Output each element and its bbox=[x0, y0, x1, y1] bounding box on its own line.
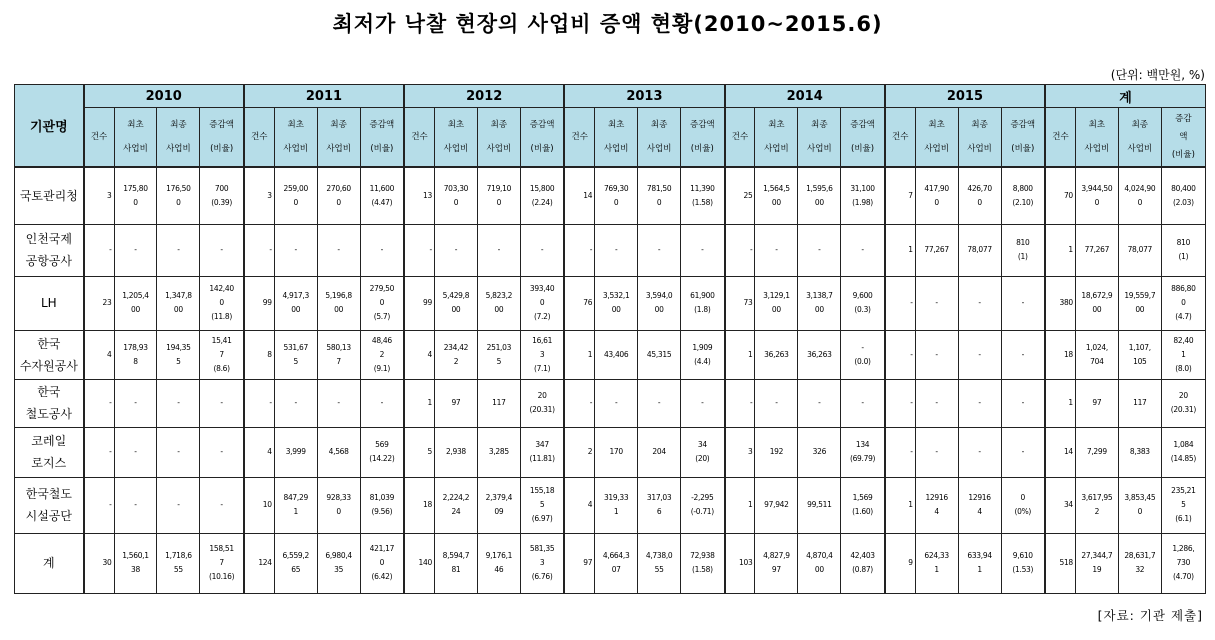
cost-cell: 178,93 8 bbox=[114, 330, 157, 379]
cost-cell: 8,594,7 81 bbox=[434, 533, 477, 593]
year-header: 2013 bbox=[564, 85, 724, 108]
column-header: 최초 사업비 bbox=[915, 108, 958, 168]
change-cell: 1,286, 730 (4.70) bbox=[1161, 533, 1205, 593]
cost-cell: 8,383 bbox=[1118, 427, 1161, 477]
cost-cell: 3,285 bbox=[477, 427, 520, 477]
cost-cell: - bbox=[274, 379, 317, 427]
count-cell: - bbox=[885, 379, 915, 427]
org-name: 한국 수자원공사 bbox=[15, 330, 84, 379]
cost-cell: 3,129,1 00 bbox=[755, 276, 798, 330]
cost-cell: 928,33 0 bbox=[317, 477, 360, 533]
count-cell: 99 bbox=[244, 276, 274, 330]
cost-cell: - bbox=[915, 276, 958, 330]
count-cell: 9 bbox=[885, 533, 915, 593]
cost-cell: 77,267 bbox=[1075, 224, 1118, 276]
cost-cell: - bbox=[595, 379, 638, 427]
change-cell: - (0.0) bbox=[841, 330, 885, 379]
change-cell: 8,800 (2.10) bbox=[1001, 167, 1045, 224]
table-row bbox=[15, 330, 1206, 379]
cost-cell: 2,938 bbox=[434, 427, 477, 477]
count-cell: - bbox=[564, 379, 594, 427]
org-name: 인천국제 공항공사 bbox=[15, 224, 84, 276]
cost-cell: 78,077 bbox=[958, 224, 1001, 276]
count-cell: 30 bbox=[84, 533, 114, 593]
cost-cell: - bbox=[114, 427, 157, 477]
cost-cell: 204 bbox=[638, 427, 681, 477]
count-cell: 124 bbox=[244, 533, 274, 593]
cost-cell: 1,595,6 00 bbox=[798, 167, 841, 224]
year-header: 2010 bbox=[84, 85, 244, 108]
cost-cell: - bbox=[114, 224, 157, 276]
year-header: 2011 bbox=[244, 85, 404, 108]
change-cell: - bbox=[360, 224, 404, 276]
count-cell: 1 bbox=[725, 477, 755, 533]
change-cell: - bbox=[200, 379, 244, 427]
cost-cell: 117 bbox=[477, 379, 520, 427]
cost-cell: 3,944,50 0 bbox=[1075, 167, 1118, 224]
change-cell: - bbox=[520, 224, 564, 276]
count-cell: 380 bbox=[1045, 276, 1075, 330]
cost-cell: 5,823,2 00 bbox=[477, 276, 520, 330]
cost-cell: 4,024,90 0 bbox=[1118, 167, 1161, 224]
cost-cell: 3,594,0 00 bbox=[638, 276, 681, 330]
change-cell: 72,938 (1.58) bbox=[681, 533, 725, 593]
column-header: 증감액 (비율) bbox=[200, 108, 244, 168]
count-cell: 76 bbox=[564, 276, 594, 330]
change-cell: - bbox=[1001, 379, 1045, 427]
cost-cell: - bbox=[114, 379, 157, 427]
count-cell: - bbox=[244, 224, 274, 276]
change-cell: 421,17 0 (6.42) bbox=[360, 533, 404, 593]
cost-cell: 769,30 0 bbox=[595, 167, 638, 224]
cost-cell: 3,532,1 00 bbox=[595, 276, 638, 330]
table-row bbox=[15, 167, 1206, 224]
column-header: 건수 bbox=[564, 108, 594, 168]
cost-cell: 176,50 0 bbox=[157, 167, 200, 224]
cost-cell: 18,672,9 00 bbox=[1075, 276, 1118, 330]
column-header: 최종 사업비 bbox=[1118, 108, 1161, 168]
unit-note: (단위: 백만원, %) bbox=[1110, 68, 1205, 82]
cost-cell: - bbox=[798, 224, 841, 276]
cost-cell: - bbox=[157, 224, 200, 276]
cost-cell: 4,664,3 07 bbox=[595, 533, 638, 593]
cost-cell: - bbox=[638, 224, 681, 276]
change-cell: - bbox=[360, 379, 404, 427]
change-cell: - bbox=[681, 224, 725, 276]
count-cell: 10 bbox=[244, 477, 274, 533]
org-header: 기관명 bbox=[15, 85, 84, 168]
count-cell: 2 bbox=[564, 427, 594, 477]
change-cell: - bbox=[200, 224, 244, 276]
change-cell: 34 (20) bbox=[681, 427, 725, 477]
cost-cell: - bbox=[317, 379, 360, 427]
change-cell: 155,18 5 (6.97) bbox=[520, 477, 564, 533]
count-cell: 23 bbox=[84, 276, 114, 330]
count-cell: 13 bbox=[404, 167, 434, 224]
cost-cell: 319,33 1 bbox=[595, 477, 638, 533]
cost-cell: 1,205,4 00 bbox=[114, 276, 157, 330]
cost-cell: - bbox=[958, 330, 1001, 379]
cost-cell: - bbox=[638, 379, 681, 427]
cost-cell: - bbox=[114, 477, 157, 533]
cost-cell: 1,024, 704 bbox=[1075, 330, 1118, 379]
change-cell: 31,100 (1.98) bbox=[841, 167, 885, 224]
count-cell: 14 bbox=[564, 167, 594, 224]
column-header: 최종 사업비 bbox=[798, 108, 841, 168]
column-header: 최초 사업비 bbox=[274, 108, 317, 168]
change-cell: 886,80 0 (4.7) bbox=[1161, 276, 1205, 330]
change-cell: 11,600 (4.47) bbox=[360, 167, 404, 224]
count-cell: 8 bbox=[244, 330, 274, 379]
year-header: 2012 bbox=[404, 85, 564, 108]
count-cell: 14 bbox=[1045, 427, 1075, 477]
cost-cell: 99,511 bbox=[798, 477, 841, 533]
cost-cell: - bbox=[915, 427, 958, 477]
cost-increase-table bbox=[14, 84, 1206, 594]
cost-cell: 3,853,45 0 bbox=[1118, 477, 1161, 533]
change-cell: 1,909 (4.4) bbox=[681, 330, 725, 379]
change-cell: 393,40 0 (7.2) bbox=[520, 276, 564, 330]
cost-cell: 78,077 bbox=[1118, 224, 1161, 276]
cost-cell: 1,718,6 55 bbox=[157, 533, 200, 593]
change-cell: 15,41 7 (8.6) bbox=[200, 330, 244, 379]
cost-cell: 5,196,8 00 bbox=[317, 276, 360, 330]
change-cell: 48,46 2 (9.1) bbox=[360, 330, 404, 379]
count-cell: 5 bbox=[404, 427, 434, 477]
count-cell: 4 bbox=[244, 427, 274, 477]
cost-cell: 719,10 0 bbox=[477, 167, 520, 224]
cost-cell: 847,29 1 bbox=[274, 477, 317, 533]
cost-cell: 1,107, 105 bbox=[1118, 330, 1161, 379]
cost-cell: 270,60 0 bbox=[317, 167, 360, 224]
count-cell: 4 bbox=[84, 330, 114, 379]
column-header: 최종 사업비 bbox=[477, 108, 520, 168]
cost-cell: - bbox=[157, 427, 200, 477]
change-cell: 700 (0.39) bbox=[200, 167, 244, 224]
cost-cell: - bbox=[274, 224, 317, 276]
change-cell: - bbox=[841, 224, 885, 276]
org-name: 국토관리청 bbox=[15, 167, 84, 224]
year-header: 계 bbox=[1045, 85, 1205, 108]
cost-cell: 317,03 6 bbox=[638, 477, 681, 533]
change-cell: 20 (20.31) bbox=[520, 379, 564, 427]
cost-cell: - bbox=[434, 224, 477, 276]
count-cell: 25 bbox=[725, 167, 755, 224]
change-cell: 9,600 (0.3) bbox=[841, 276, 885, 330]
cost-cell: - bbox=[915, 379, 958, 427]
column-header: 최초 사업비 bbox=[595, 108, 638, 168]
count-cell: 73 bbox=[725, 276, 755, 330]
table-row bbox=[15, 276, 1206, 330]
change-cell: 81,039 (9.56) bbox=[360, 477, 404, 533]
cost-cell: 36,263 bbox=[798, 330, 841, 379]
cost-cell: 170 bbox=[595, 427, 638, 477]
cost-cell: 45,315 bbox=[638, 330, 681, 379]
cost-cell: 4,738,0 55 bbox=[638, 533, 681, 593]
year-header: 2014 bbox=[725, 85, 885, 108]
count-cell: - bbox=[84, 477, 114, 533]
change-cell: 11,390 (1.58) bbox=[681, 167, 725, 224]
column-header: 건수 bbox=[885, 108, 915, 168]
column-header: 최종 사업비 bbox=[638, 108, 681, 168]
column-header: 증감액 (비율) bbox=[360, 108, 404, 168]
cost-cell: 194,35 5 bbox=[157, 330, 200, 379]
org-name: 계 bbox=[15, 533, 84, 593]
cost-cell: 633,94 1 bbox=[958, 533, 1001, 593]
cost-cell: 426,70 0 bbox=[958, 167, 1001, 224]
change-cell: - bbox=[1001, 427, 1045, 477]
column-header: 최초 사업비 bbox=[434, 108, 477, 168]
change-cell: 279,50 0 (5.7) bbox=[360, 276, 404, 330]
cost-cell: - bbox=[595, 224, 638, 276]
org-name: LH bbox=[15, 276, 84, 330]
cost-cell: - bbox=[755, 379, 798, 427]
change-cell: 61,900 (1.8) bbox=[681, 276, 725, 330]
count-cell: 1 bbox=[404, 379, 434, 427]
count-cell: 518 bbox=[1045, 533, 1075, 593]
cost-cell: 2,379,4 09 bbox=[477, 477, 520, 533]
cost-cell: - bbox=[958, 379, 1001, 427]
count-cell: 99 bbox=[404, 276, 434, 330]
column-header: 최종 사업비 bbox=[958, 108, 1001, 168]
cost-cell: 7,299 bbox=[1075, 427, 1118, 477]
change-cell: 347 (11.81) bbox=[520, 427, 564, 477]
column-header: 증감액 (비율) bbox=[841, 108, 885, 168]
cost-cell: 4,870,4 00 bbox=[798, 533, 841, 593]
change-cell: 142,40 0 (11.8) bbox=[200, 276, 244, 330]
count-cell: 1 bbox=[885, 224, 915, 276]
count-cell: - bbox=[725, 224, 755, 276]
column-header: 최초 사업비 bbox=[755, 108, 798, 168]
cost-cell: 27,344,7 19 bbox=[1075, 533, 1118, 593]
column-header: 최초 사업비 bbox=[1075, 108, 1118, 168]
change-cell: - bbox=[1001, 276, 1045, 330]
column-header: 최초 사업비 bbox=[114, 108, 157, 168]
change-cell: -2,295 (-0.71) bbox=[681, 477, 725, 533]
count-cell: - bbox=[244, 379, 274, 427]
column-header: 건수 bbox=[1045, 108, 1075, 168]
cost-cell: 417,90 0 bbox=[915, 167, 958, 224]
count-cell: - bbox=[885, 427, 915, 477]
count-cell: 103 bbox=[725, 533, 755, 593]
org-name: 한국 철도공사 bbox=[15, 379, 84, 427]
cost-cell: 1,347,8 00 bbox=[157, 276, 200, 330]
column-header: 최종 사업비 bbox=[157, 108, 200, 168]
count-cell: 1 bbox=[1045, 224, 1075, 276]
cost-cell: 3,617,95 2 bbox=[1075, 477, 1118, 533]
table-row bbox=[15, 533, 1206, 593]
cost-cell: 234,42 2 bbox=[434, 330, 477, 379]
cost-cell: 192 bbox=[755, 427, 798, 477]
change-cell: 80,400 (2.03) bbox=[1161, 167, 1205, 224]
count-cell: - bbox=[564, 224, 594, 276]
count-cell: 3 bbox=[84, 167, 114, 224]
count-cell: 3 bbox=[244, 167, 274, 224]
cost-cell: 781,50 0 bbox=[638, 167, 681, 224]
cost-cell: 251,03 5 bbox=[477, 330, 520, 379]
change-cell: 810 (1) bbox=[1001, 224, 1045, 276]
cost-cell: 9,176,1 46 bbox=[477, 533, 520, 593]
change-cell: - bbox=[1001, 330, 1045, 379]
count-cell: 18 bbox=[404, 477, 434, 533]
cost-cell: 3,999 bbox=[274, 427, 317, 477]
change-cell: 9,610 (1.53) bbox=[1001, 533, 1045, 593]
cost-cell: 12916 4 bbox=[915, 477, 958, 533]
cost-cell: 703,30 0 bbox=[434, 167, 477, 224]
cost-cell: 175,80 0 bbox=[114, 167, 157, 224]
cost-cell: 2,224,2 24 bbox=[434, 477, 477, 533]
change-cell: 15,800 (2.24) bbox=[520, 167, 564, 224]
cost-cell: 580,13 7 bbox=[317, 330, 360, 379]
count-cell: - bbox=[725, 379, 755, 427]
column-header: 증감 액 (비율) bbox=[1161, 108, 1205, 168]
year-header: 2015 bbox=[885, 85, 1045, 108]
count-cell: - bbox=[404, 224, 434, 276]
change-cell: 42,403 (0.87) bbox=[841, 533, 885, 593]
column-header: 증감액 (비율) bbox=[681, 108, 725, 168]
cost-cell: 1,560,1 38 bbox=[114, 533, 157, 593]
count-cell: - bbox=[885, 276, 915, 330]
count-cell: 3 bbox=[725, 427, 755, 477]
count-cell: - bbox=[84, 379, 114, 427]
column-header: 최종 사업비 bbox=[317, 108, 360, 168]
cost-cell: 4,917,3 00 bbox=[274, 276, 317, 330]
cost-cell: - bbox=[157, 477, 200, 533]
change-cell: - bbox=[841, 379, 885, 427]
count-cell: 70 bbox=[1045, 167, 1075, 224]
count-cell: 34 bbox=[1045, 477, 1075, 533]
org-name: 한국철도 시설공단 bbox=[15, 477, 84, 533]
count-cell: - bbox=[885, 330, 915, 379]
table-row bbox=[15, 379, 1206, 427]
source-note: [자료: 기관 제출] bbox=[1097, 608, 1203, 623]
table-row bbox=[15, 427, 1206, 477]
cost-cell: - bbox=[915, 330, 958, 379]
cost-cell: 4,827,9 97 bbox=[755, 533, 798, 593]
count-cell: 1 bbox=[1045, 379, 1075, 427]
cost-cell: - bbox=[755, 224, 798, 276]
count-cell: - bbox=[84, 427, 114, 477]
cost-cell: 3,138,7 00 bbox=[798, 276, 841, 330]
cost-cell: 77,267 bbox=[915, 224, 958, 276]
change-cell: 1,084 (14.85) bbox=[1161, 427, 1205, 477]
cost-cell: - bbox=[157, 379, 200, 427]
change-cell: 16,61 3 (7.1) bbox=[520, 330, 564, 379]
cost-cell: 97 bbox=[1075, 379, 1118, 427]
table-row bbox=[15, 477, 1206, 533]
count-cell: 140 bbox=[404, 533, 434, 593]
change-cell: 810 (1) bbox=[1161, 224, 1205, 276]
count-cell: 1 bbox=[564, 330, 594, 379]
cost-cell: 6,980,4 35 bbox=[317, 533, 360, 593]
org-name: 코레일 로지스 bbox=[15, 427, 84, 477]
cost-cell: - bbox=[317, 224, 360, 276]
column-header: 증감액 (비율) bbox=[520, 108, 564, 168]
count-cell: 18 bbox=[1045, 330, 1075, 379]
cost-cell: 1,564,5 00 bbox=[755, 167, 798, 224]
page-title: 최저가 낙찰 현장의 사업비 증액 현황(2010~2015.6) bbox=[332, 12, 883, 36]
cost-cell: 36,263 bbox=[755, 330, 798, 379]
cost-cell: 12916 4 bbox=[958, 477, 1001, 533]
cost-cell: 531,67 5 bbox=[274, 330, 317, 379]
cost-cell: 117 bbox=[1118, 379, 1161, 427]
count-cell: 4 bbox=[564, 477, 594, 533]
table-row bbox=[15, 224, 1206, 276]
cost-cell: - bbox=[477, 224, 520, 276]
cost-cell: 97,942 bbox=[755, 477, 798, 533]
count-cell: 1 bbox=[725, 330, 755, 379]
change-cell: 0 (0%) bbox=[1001, 477, 1045, 533]
change-cell: 82,40 1 (8.0) bbox=[1161, 330, 1205, 379]
cost-cell: 326 bbox=[798, 427, 841, 477]
change-cell: 134 (69.79) bbox=[841, 427, 885, 477]
cost-cell: 4,568 bbox=[317, 427, 360, 477]
cost-cell: 6,559,2 65 bbox=[274, 533, 317, 593]
cost-cell: 28,631,7 32 bbox=[1118, 533, 1161, 593]
count-cell: - bbox=[84, 224, 114, 276]
change-cell: 158,51 7 (10.16) bbox=[200, 533, 244, 593]
cost-cell: 259,00 0 bbox=[274, 167, 317, 224]
cost-cell: - bbox=[958, 427, 1001, 477]
cost-cell: 97 bbox=[434, 379, 477, 427]
column-header: 건수 bbox=[404, 108, 434, 168]
column-header: 건수 bbox=[244, 108, 274, 168]
column-header: 건수 bbox=[84, 108, 114, 168]
count-cell: 97 bbox=[564, 533, 594, 593]
change-cell: - bbox=[200, 427, 244, 477]
count-cell: 4 bbox=[404, 330, 434, 379]
cost-cell: 624,33 1 bbox=[915, 533, 958, 593]
change-cell: 235,21 5 (6.1) bbox=[1161, 477, 1205, 533]
cost-cell: 19,559,7 00 bbox=[1118, 276, 1161, 330]
change-cell: 581,35 3 (6.76) bbox=[520, 533, 564, 593]
change-cell: 20 (20.31) bbox=[1161, 379, 1205, 427]
cost-cell: 43,406 bbox=[595, 330, 638, 379]
count-cell: 7 bbox=[885, 167, 915, 224]
cost-cell: 5,429,8 00 bbox=[434, 276, 477, 330]
column-header: 증감액 (비율) bbox=[1001, 108, 1045, 168]
change-cell: 569 (14.22) bbox=[360, 427, 404, 477]
column-header: 건수 bbox=[725, 108, 755, 168]
change-cell: - bbox=[681, 379, 725, 427]
cost-cell: - bbox=[958, 276, 1001, 330]
change-cell: - bbox=[200, 477, 244, 533]
count-cell: 1 bbox=[885, 477, 915, 533]
change-cell: 1,569 (1.60) bbox=[841, 477, 885, 533]
cost-cell: - bbox=[798, 379, 841, 427]
